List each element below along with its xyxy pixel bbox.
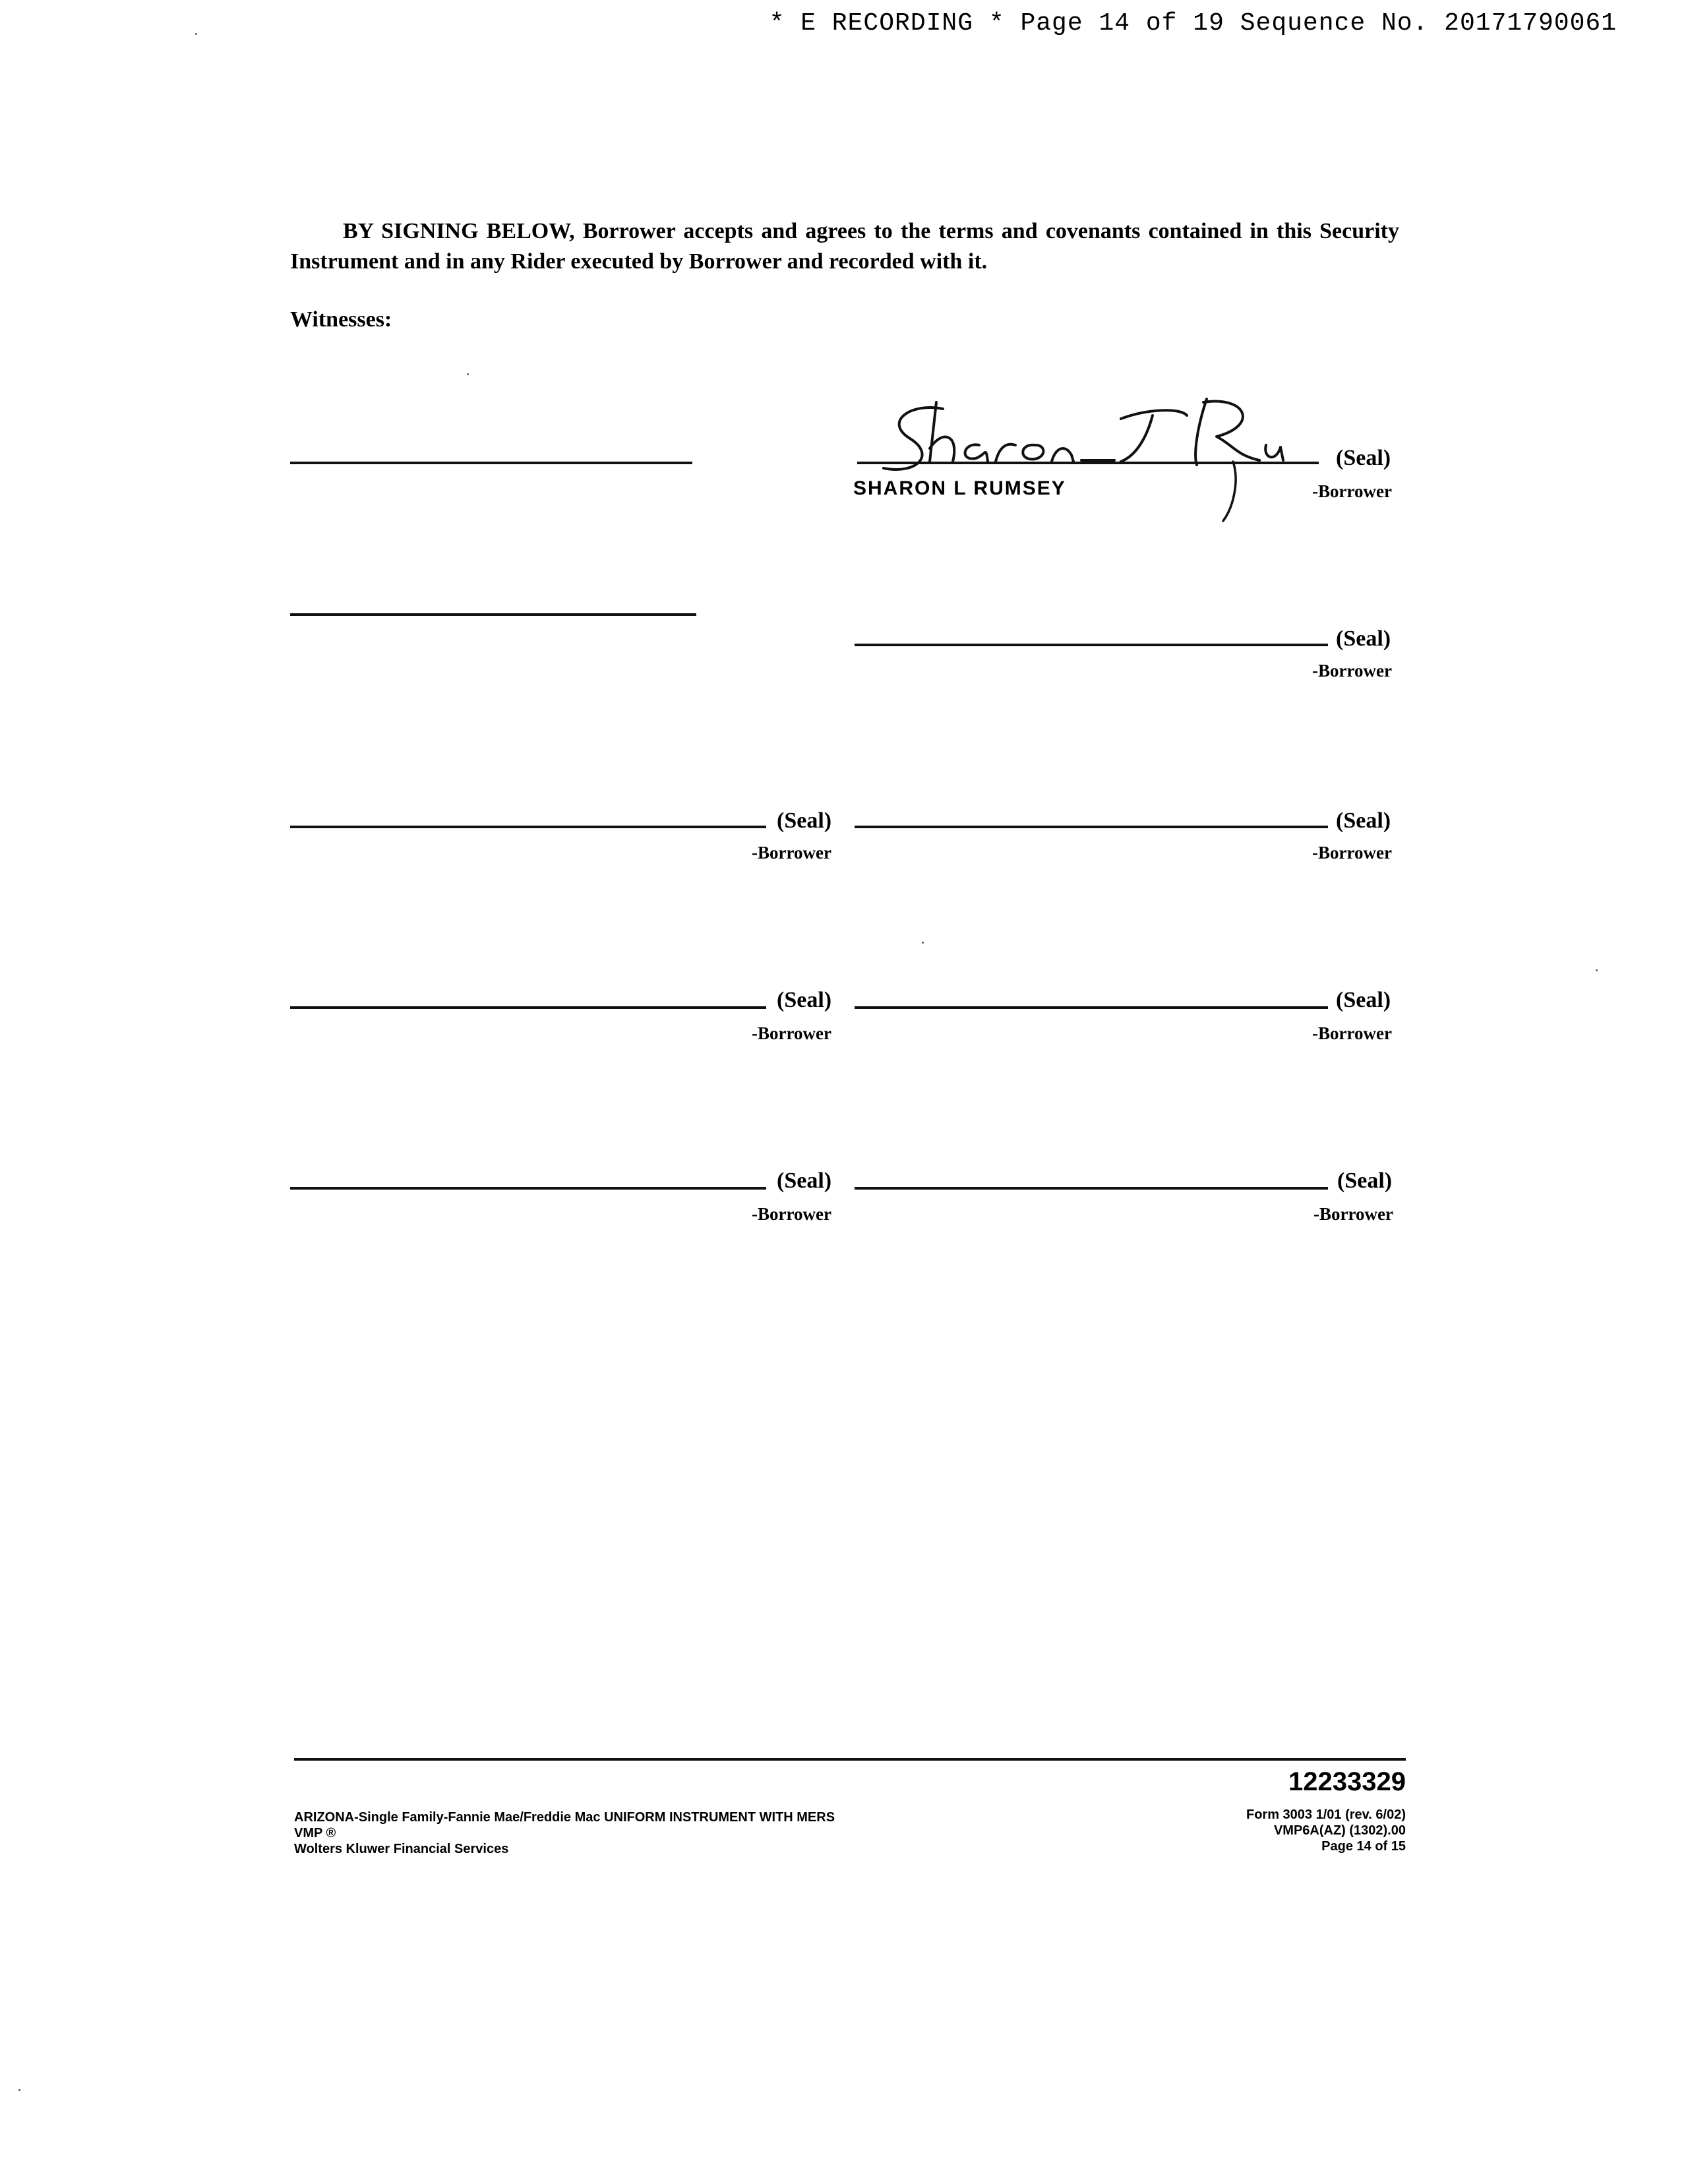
signing-statement-text: Borrower accepts and agrees to the terms and covenants contained in this Security Instrument and in any Rider executed by Borrower and recorded with it. — [290, 219, 1400, 274]
borrower-label: -Borrower — [752, 1204, 831, 1224]
borrower-signature-line-8[interactable] — [855, 1187, 1328, 1190]
seal-label: (Seal) — [1336, 446, 1391, 470]
borrower-label: -Borrower — [1312, 843, 1392, 863]
witness-line-1[interactable] — [290, 462, 692, 464]
form-page-number: Page 14 of 15 — [1321, 1839, 1406, 1854]
borrower-signature-line-4[interactable] — [855, 826, 1328, 828]
seal-label: (Seal) — [1336, 808, 1391, 833]
loan-number: 12233329 — [1288, 1767, 1406, 1796]
scan-speck — [467, 373, 469, 375]
borrower-signature-line-3[interactable] — [290, 826, 766, 828]
seal-label: (Seal) — [777, 808, 832, 833]
borrower-label: -Borrower — [1312, 481, 1392, 501]
borrower-signature-line-7[interactable] — [290, 1187, 766, 1190]
borrower-label: -Borrower — [1313, 1204, 1393, 1224]
signing-statement-lead: BY SIGNING BELOW, — [343, 219, 575, 243]
form-description — [294, 1809, 835, 1857]
recording-stamp: * E RECORDING * Page 14 of 19 Sequence No. 20171790061 — [769, 9, 1617, 38]
borrower-label: -Borrower — [752, 1023, 831, 1043]
seal-label: (Seal) — [777, 988, 832, 1012]
seal-label: (Seal) — [1336, 988, 1391, 1012]
footer-divider — [294, 1758, 1406, 1761]
borrower-signature-line-6[interactable] — [855, 1006, 1328, 1009]
borrower-label: -Borrower — [1312, 661, 1392, 681]
form-description-line: ARIZONA-Single Family-Fannie Mae/Freddie Mac UNIFORM INSTRUMENT WITH MERS — [294, 1810, 835, 1825]
scan-speck — [18, 2089, 20, 2091]
borrower-label: -Borrower — [752, 843, 831, 863]
form-identifier — [1246, 1807, 1406, 1854]
borrower-signature-line-1[interactable] — [857, 462, 1319, 464]
signing-statement — [290, 216, 1399, 277]
form-identifier-line: VMP6A(AZ) (1302).00 — [1273, 1823, 1406, 1838]
form-description-line: VMP ® — [294, 1826, 336, 1840]
scan-speck — [922, 942, 924, 944]
form-identifier-line: Form 3003 1/01 (rev. 6/02) — [1246, 1807, 1406, 1822]
form-description-line: Wolters Kluwer Financial Services — [294, 1842, 509, 1856]
scan-speck — [195, 33, 197, 35]
borrower-label: -Borrower — [1312, 1023, 1392, 1043]
seal-label: (Seal) — [777, 1168, 832, 1193]
witnesses-label: Witnesses: — [290, 307, 392, 332]
seal-label: (Seal) — [1336, 626, 1391, 651]
borrower-printed-name: SHARON L RUMSEY — [853, 477, 1066, 499]
borrower-signature-line-5[interactable] — [290, 1006, 766, 1009]
seal-label: (Seal) — [1337, 1168, 1393, 1193]
witness-line-2[interactable] — [290, 613, 696, 616]
scan-speck — [1596, 969, 1598, 971]
borrower-signature-line-2[interactable] — [855, 644, 1328, 646]
